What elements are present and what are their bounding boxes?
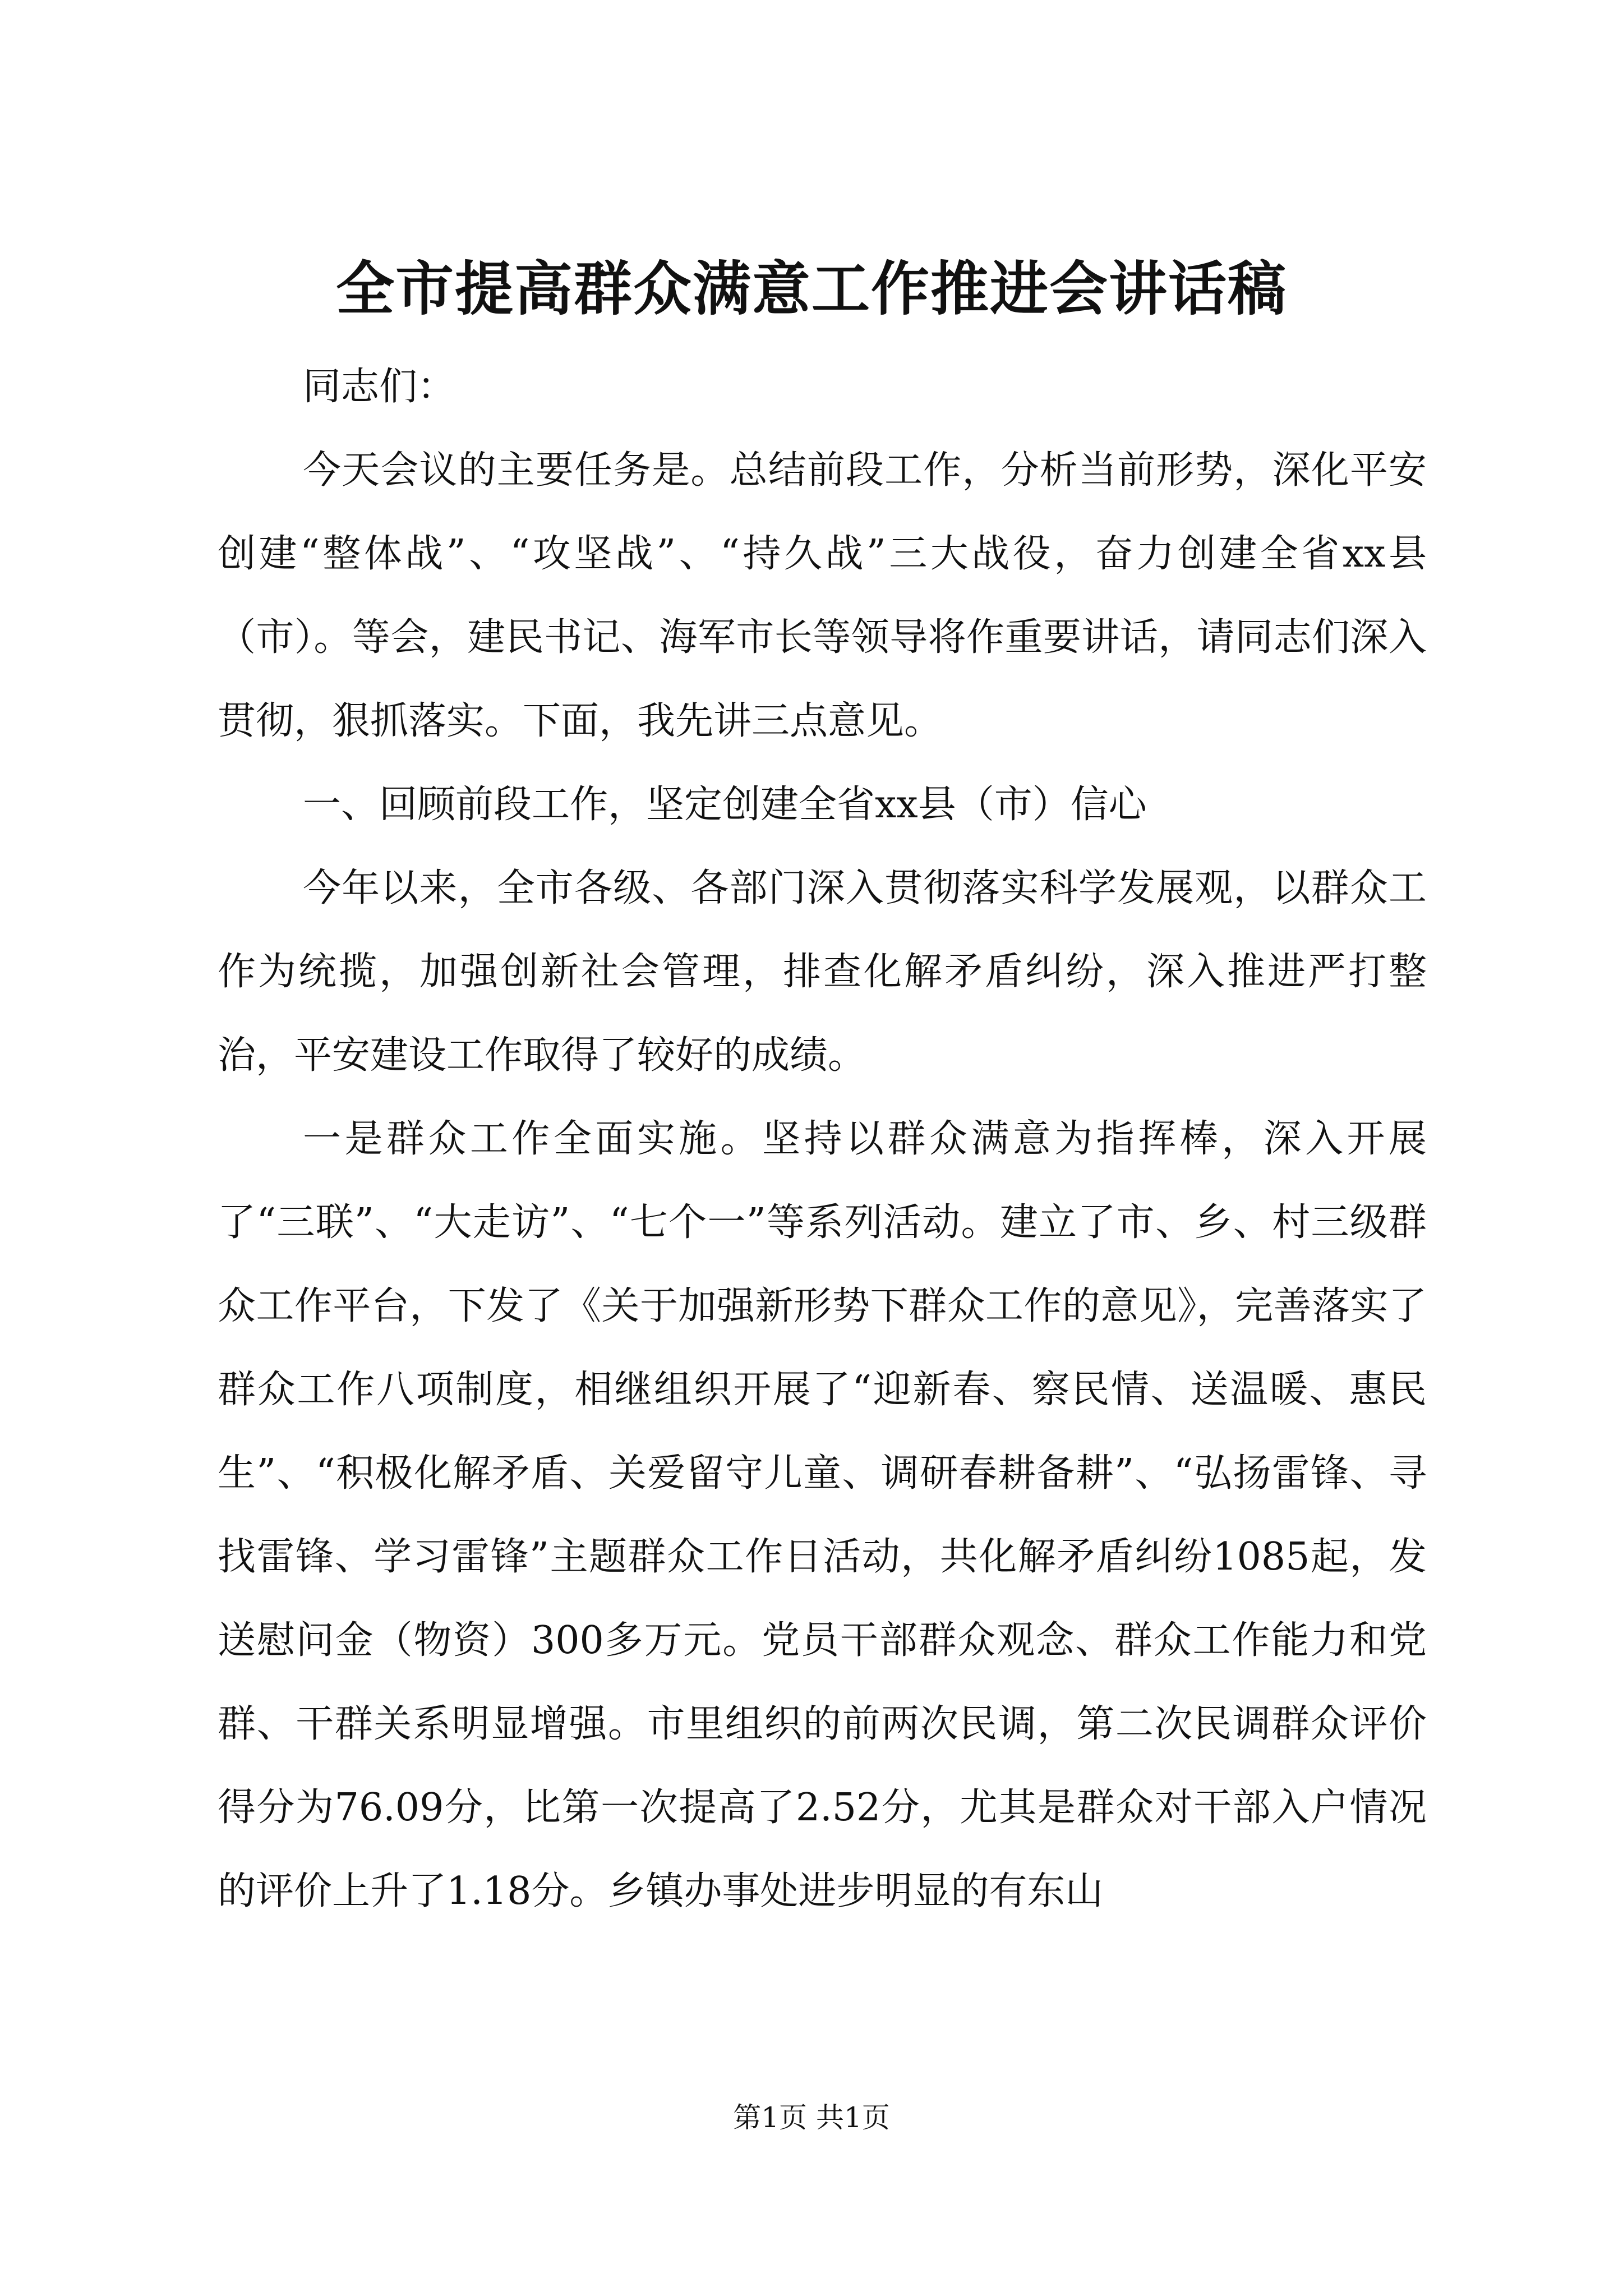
intro-paragraph: 今天会议的主要任务是。总结前段工作，分析当前形势，深化平安创建“整体战”、“攻坚战”、“持久战”三大战役，奋力创建全省xx县（市）。等会，建民书记、海军市长等领导将作重要讲话，请同志们深入贯彻，狠抓落实。下面，我先讲三点意见。 xyxy=(218,448,1427,743)
section-heading: 一、回顾前段工作，坚定创建全省xx县（市）信心 xyxy=(303,783,1147,827)
salutation-paragraph: 同志们： xyxy=(303,365,456,409)
document-title: 全市提高群众满意工作推进会讲话稿 xyxy=(335,254,1287,323)
page-footer: 第1页 共1页 xyxy=(733,2101,890,2134)
overview-paragraph: 今年以来，全市各级、各部门深入贯彻落实科学发展观，以群众工作为统揽，加强创新社会管理，排查化解矛盾纠纷，深入推进严打整治，平安建设工作取得了较好的成绩。 xyxy=(218,866,1427,1078)
document-body xyxy=(218,345,1427,1933)
detail-paragraph: 一是群众工作全面实施。坚持以群众满意为指挥棒，深入开展了“三联”、“大走访”、“七个一”等系列活动。建立了市、乡、村三级群众工作平台，下发了《关于加强新形势下群众工作的意见》，完善落实了群众工作八项制度，相继组织开展了“迎新春、察民情、送温暖、惠民生”、“积极化解矛盾、关爱留守儿童、调研春耕备耕”、“弘扬雷锋、寻找雷锋、学习雷锋”主题群众工作日活动，共化解矛盾纠纷1085起，发送慰问金（物资）300多万元。党员干部群众观念、群众工作能力和党群、干群关系明显增强。市里组织的前两次民调，第二次民调群众评价得分为76.09分，比第一次提高了2.52分，尤其是群众对干部入户情况的评价上升了1.18分。乡镇办事处进步明显的有东山 xyxy=(218,1117,1427,1913)
